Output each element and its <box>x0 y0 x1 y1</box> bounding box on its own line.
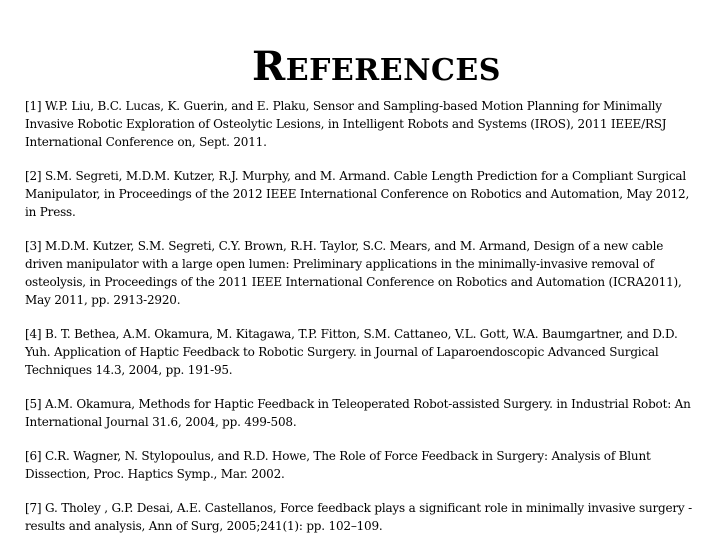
reference-list <box>25 97 701 535</box>
reference-item-2: [2] S.M. Segreti, M.D.M. Kutzer, R.J. Murphy, and M. Armand. Cable Length Prediction for a Compliant Surgical Manipulator, in Proceedings of the 2012 IEEE International Conference on Robotics and Automation, May 2012, in Press. <box>25 169 690 219</box>
reference-item-3: [3] M.D.M. Kutzer, S.M. Segreti, C.Y. Brown, R.H. Taylor, S.C. Mears, and M. Armand, Design of a new cable driven manipulator with a large open lumen: Preliminary applications in the minimally-invasive removal of osteolysis, in Proceedings of the 2011 IEEE International Conference on Robotics and Automation (ICRA2011), May 2011, pp. 2913-2920. <box>25 239 682 307</box>
reference-item-7: [7] G. Tholey , G.P. Desai, A.E. Castellanos, Force feedback plays a significant role in minimally invasive surgery - results and analysis, Ann of Surg, 2005;241(1): pp. 102–109. <box>25 501 692 533</box>
reference-item-1: [1] W.P. Liu, B.C. Lucas, K. Guerin, and E. Plaku, Sensor and Sampling-based Motion Planning for Minimally Invasive Robotic Exploration of Osteolytic Lesions, in Intelligent Robots and Systems (IROS), 2011 IEEE/RSJ International Conference on, Sept. 2011. <box>25 99 667 149</box>
slide-title-rest: EFERENCES <box>285 53 501 88</box>
slide-title <box>252 44 501 94</box>
reference-item-5: [5] A.M. Okamura, Methods for Haptic Feedback in Teleoperated Robot-assisted Surgery. in Industrial Robot: An International Journal 31.6, 2004, pp. 499-508. <box>25 397 691 429</box>
slide-title-first-letter: R <box>252 43 286 90</box>
reference-item-6: [6] C.R. Wagner, N. Stylopoulus, and R.D. Howe, The Role of Force Feedback in Surgery: Analysis of Blunt Dissection, Proc. Haptics Symp., Mar. 2002. <box>25 449 651 481</box>
reference-item-4: [4] B. T. Bethea, A.M. Okamura, M. Kitagawa, T.P. Fitton, S.M. Cattaneo, V.L. Gott, W.A. Baumgartner, and D.D. Yuh. Application of Haptic Feedback to Robotic Surgery. in Journal of Laparoendoscopic Advanced Surgical Techniques 14.3, 2004, pp. 191-95. <box>25 327 678 377</box>
